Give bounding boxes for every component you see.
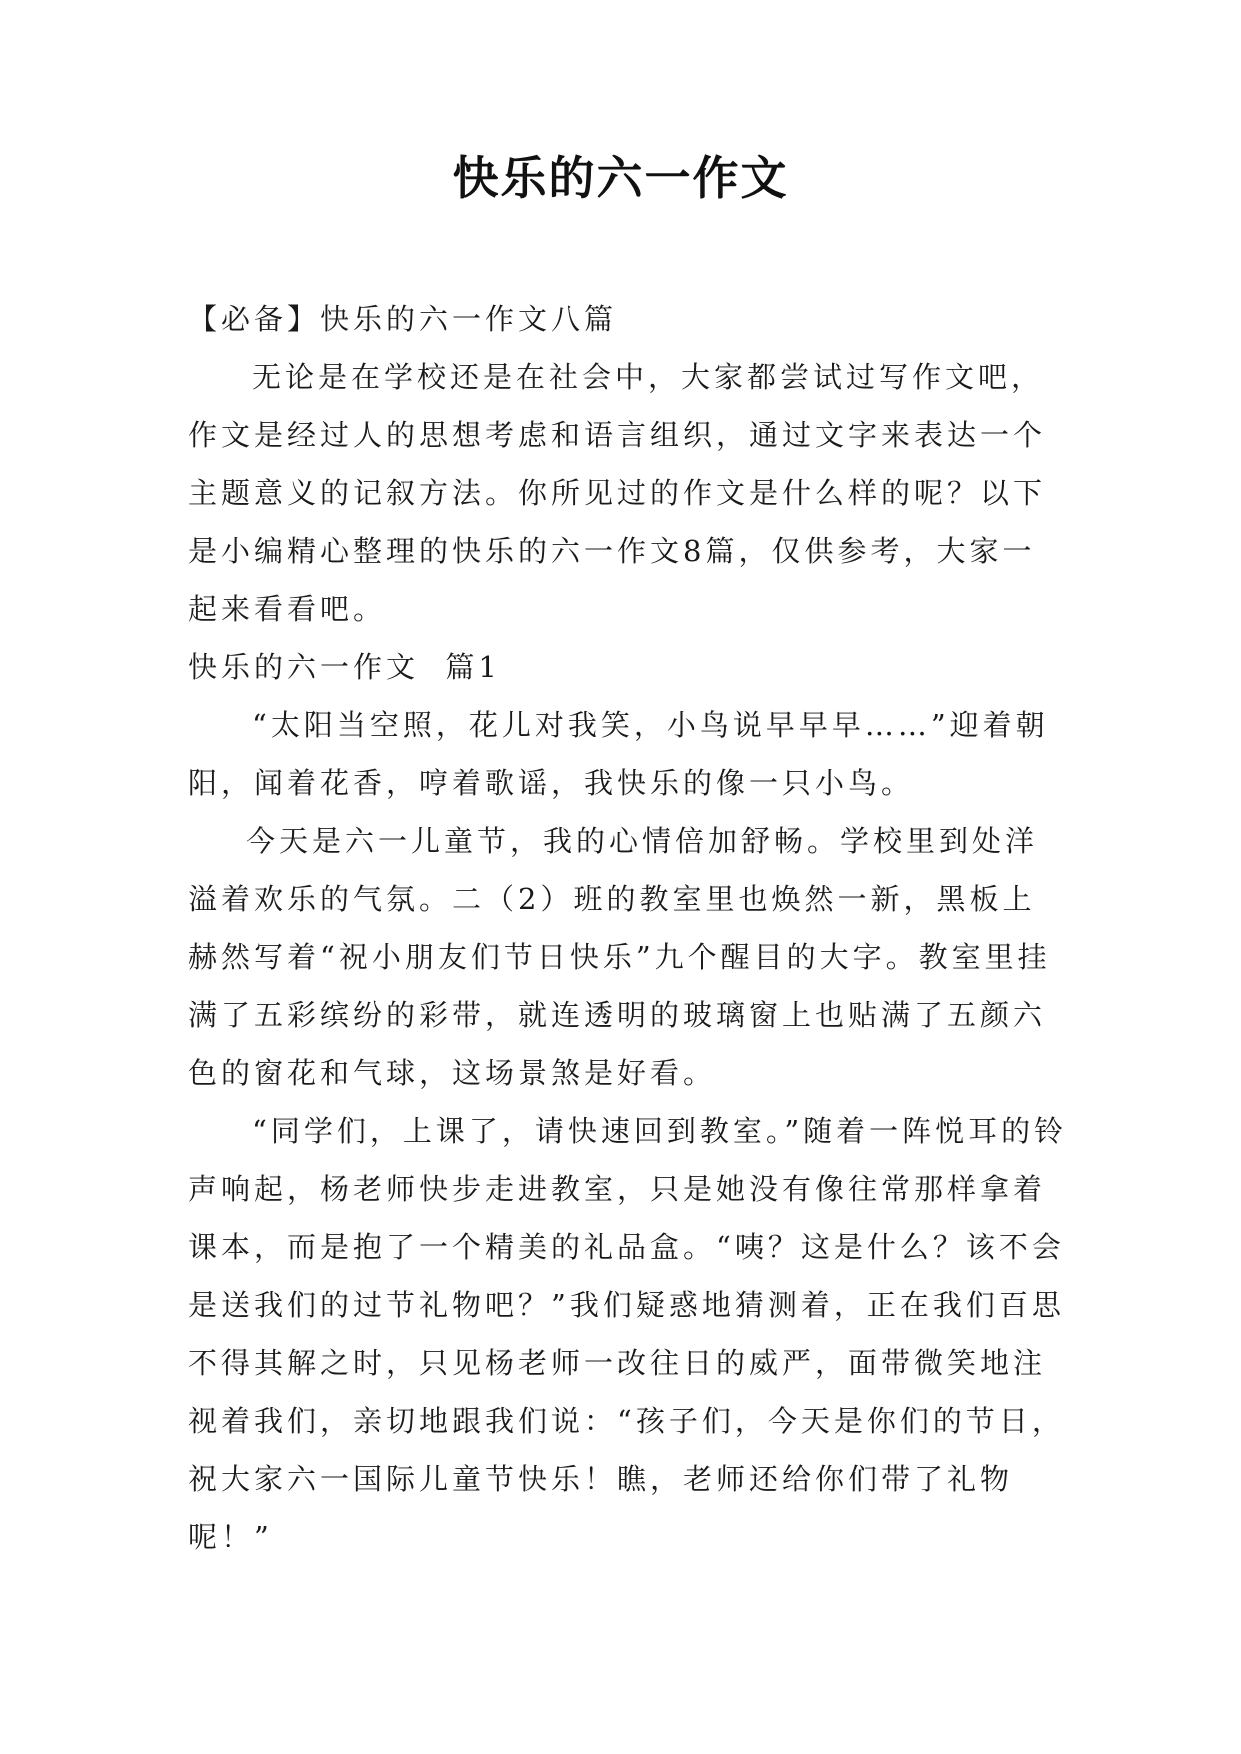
document-subtitle: 【必备】快乐的六一作文八篇 — [188, 302, 618, 336]
body-paragraph: 今天是六一儿童节，我的心情倍加舒畅。学校里到处洋溢着欢乐的气氛。二（2）班的教室里也焕然一新，黑板上赫然写着“祝小朋友们节日快乐”九个醒目的大字。教室里挂满了五彩缤纷的彩带，就连透明的玻璃窗上也贴满了五颜六色的窗花和气球，这场景煞是好看。 — [188, 824, 1051, 1090]
section-heading: 快乐的六一作文 篇1 — [188, 650, 501, 684]
document-title: 快乐的六一作文 — [452, 151, 789, 205]
body-paragraph: “同学们，上课了，请快速回到教室。”随着一阵悦耳的铃声响起，杨老师快步走进教室，只是她没有像往常那样拿着课本，而是抱了一个精美的礼品盒。“咦？这是什么？该不会是送我们的过节礼物吧？”我们疑惑地猜测着，正在我们百思不得其解之时，只见杨老师一改往日的威严，面带微笑地注视着我们，亲切地跟我们说：“孩子们，今天是你们的节日，祝大家六一国际儿童节快乐！瞧，老师还给你们带了礼物呢！” — [188, 1114, 1068, 1554]
intro-paragraph: 无论是在学校还是在社会中，大家都尝试过写作文吧，作文是经过人的思想考虑和语言组织，通过文字来表达一个主题意义的记叙方法。你所见过的作文是什么样的呢？以下是小编精心整理的快乐的六一作文8篇，仅供参考，大家一起来看看吧。 — [188, 360, 1047, 626]
body-paragraph: “太阳当空照，花儿对我笑，小鸟说早早早……”迎着朝阳，闻着花香，哼着歌谣，我快乐的像一只小鸟。 — [188, 708, 1049, 800]
document-body — [188, 290, 1068, 1566]
